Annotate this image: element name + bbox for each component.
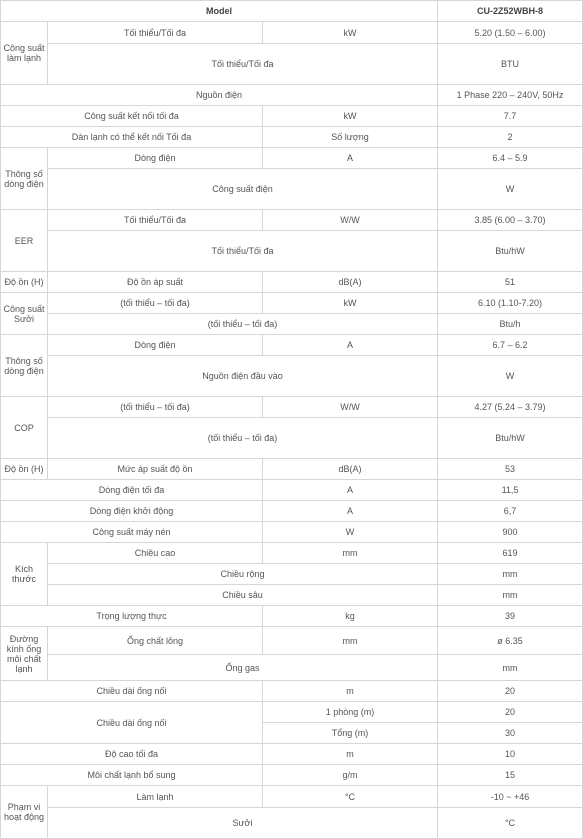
spec-value: -10 ~ +46 bbox=[438, 786, 583, 808]
spec-row bbox=[1, 335, 583, 356]
spec-unit: dB(A) bbox=[263, 272, 438, 293]
group-label: Phạm vi hoạt động bbox=[1, 786, 48, 839]
spec-row bbox=[1, 106, 583, 127]
spec-value: ø 6.35 bbox=[438, 627, 583, 655]
spec-label: Dàn lạnh có thể kết nối Tối đa bbox=[1, 127, 263, 148]
spec-unit: W bbox=[263, 522, 438, 543]
spec-unit: °C bbox=[438, 808, 583, 839]
spec-unit: Btu/hW bbox=[438, 231, 583, 272]
spec-item: Công suất điện bbox=[48, 169, 438, 210]
spec-label: Dòng điện tối đa bbox=[1, 480, 263, 501]
spec-unit: kW bbox=[263, 22, 438, 44]
spec-row bbox=[1, 606, 583, 627]
spec-unit: m bbox=[263, 744, 438, 765]
spec-item: (tối thiểu – tối đa) bbox=[48, 418, 438, 459]
group-label: Công suất Sưởi bbox=[1, 293, 48, 335]
spec-row bbox=[1, 44, 583, 85]
spec-row bbox=[1, 655, 583, 681]
model-label: Model bbox=[1, 1, 438, 22]
spec-value: 4.27 (5.24 – 3.79) bbox=[438, 397, 583, 418]
spec-item: Chiều sâu bbox=[48, 585, 438, 606]
group-label: Thông số dòng điện bbox=[1, 335, 48, 397]
header-row bbox=[1, 1, 583, 22]
spec-unit: A bbox=[263, 335, 438, 356]
spec-row bbox=[1, 459, 583, 480]
spec-unit: m bbox=[263, 681, 438, 702]
spec-item: Tối thiểu/Tối đa bbox=[48, 22, 263, 44]
spec-unit: mm bbox=[263, 627, 438, 655]
spec-label: Chiều dài ống nối bbox=[1, 681, 263, 702]
spec-row bbox=[1, 786, 583, 808]
spec-unit: mm bbox=[438, 585, 583, 606]
spec-row bbox=[1, 85, 583, 106]
spec-row bbox=[1, 293, 583, 314]
group-label: Kích thước bbox=[1, 543, 48, 606]
spec-unit: Số lượng bbox=[263, 127, 438, 148]
spec-unit: Tổng (m) bbox=[263, 723, 438, 744]
spec-row bbox=[1, 210, 583, 231]
spec-item: Nguồn điện đầu vào bbox=[48, 356, 438, 397]
spec-value: 6.10 (1.10-7.20) bbox=[438, 293, 583, 314]
spec-row bbox=[1, 314, 583, 335]
spec-unit: Btu/h bbox=[438, 314, 583, 335]
spec-item: Ống chất lỏng bbox=[48, 627, 263, 655]
spec-item: Tối thiểu/Tối đa bbox=[48, 44, 438, 85]
spec-value: 6,7 bbox=[438, 501, 583, 522]
group-label: Công suất làm lạnh bbox=[1, 22, 48, 85]
spec-row bbox=[1, 148, 583, 169]
spec-unit: kW bbox=[263, 293, 438, 314]
spec-unit: A bbox=[263, 501, 438, 522]
spec-value: 6.4 – 5.9 bbox=[438, 148, 583, 169]
spec-item: Chiều cao bbox=[48, 543, 263, 564]
spec-label: Công suất kết nối tối đa bbox=[1, 106, 263, 127]
spec-value: 39 bbox=[438, 606, 583, 627]
spec-item: Mức áp suất độ ồn bbox=[48, 459, 263, 480]
spec-value: 20 bbox=[438, 702, 583, 723]
spec-item: Tối thiểu/Tối đa bbox=[48, 231, 438, 272]
spec-value: 3.85 (6.00 – 3.70) bbox=[438, 210, 583, 231]
spec-value: 900 bbox=[438, 522, 583, 543]
spec-row bbox=[1, 231, 583, 272]
spec-row bbox=[1, 501, 583, 522]
group-label: Độ ồn (H) bbox=[1, 272, 48, 293]
spec-row bbox=[1, 543, 583, 564]
spec-value: 11,5 bbox=[438, 480, 583, 501]
spec-value: 10 bbox=[438, 744, 583, 765]
spec-value: 619 bbox=[438, 543, 583, 564]
group-label: Độ ồn (H) bbox=[1, 459, 48, 480]
spec-row bbox=[1, 169, 583, 210]
spec-unit: W/W bbox=[263, 397, 438, 418]
spec-unit: kg bbox=[263, 606, 438, 627]
spec-label: Dòng điện khởi động bbox=[1, 501, 263, 522]
spec-value: 2 bbox=[438, 127, 583, 148]
spec-unit: kW bbox=[263, 106, 438, 127]
spec-label: Trọng lượng thực bbox=[1, 606, 263, 627]
spec-label: Chiều dài ống nối bbox=[1, 702, 263, 744]
group-label: Thông số dòng điện bbox=[1, 148, 48, 210]
spec-unit: W bbox=[438, 169, 583, 210]
spec-row bbox=[1, 418, 583, 459]
spec-body bbox=[1, 22, 583, 839]
spec-item: Dòng điện bbox=[48, 335, 263, 356]
model-value: CU-2Z52WBH-8 bbox=[438, 1, 583, 22]
spec-label: Môi chất lạnh bổ sung bbox=[1, 765, 263, 786]
spec-row bbox=[1, 702, 583, 723]
spec-unit: BTU bbox=[438, 44, 583, 85]
spec-row bbox=[1, 272, 583, 293]
spec-row bbox=[1, 127, 583, 148]
spec-value: 30 bbox=[438, 723, 583, 744]
group-label: Đường kính ống môi chất lạnh bbox=[1, 627, 48, 681]
spec-row bbox=[1, 564, 583, 585]
spec-row bbox=[1, 480, 583, 501]
spec-value: 6.7 – 6.2 bbox=[438, 335, 583, 356]
spec-value: 5.20 (1.50 – 6.00) bbox=[438, 22, 583, 44]
spec-item: (tối thiểu – tối đa) bbox=[48, 293, 263, 314]
spec-value: 15 bbox=[438, 765, 583, 786]
spec-value: 53 bbox=[438, 459, 583, 480]
spec-row bbox=[1, 808, 583, 839]
spec-row bbox=[1, 765, 583, 786]
spec-unit: dB(A) bbox=[263, 459, 438, 480]
spec-unit: A bbox=[263, 148, 438, 169]
spec-row bbox=[1, 522, 583, 543]
spec-label: Công suất máy nén bbox=[1, 522, 263, 543]
spec-label: Độ cao tối đa bbox=[1, 744, 263, 765]
spec-unit: g/m bbox=[263, 765, 438, 786]
spec-item: Dòng điện bbox=[48, 148, 263, 169]
spec-row bbox=[1, 22, 583, 44]
spec-item: Chiều rộng bbox=[48, 564, 438, 585]
spec-item: (tối thiểu – tối đa) bbox=[48, 397, 263, 418]
spec-unit: mm bbox=[438, 564, 583, 585]
spec-value: 1 Phase 220 – 240V, 50Hz bbox=[438, 85, 583, 106]
spec-unit: A bbox=[263, 480, 438, 501]
table-header bbox=[1, 1, 583, 22]
spec-unit: 1 phòng (m) bbox=[263, 702, 438, 723]
spec-item: Tối thiểu/Tối đa bbox=[48, 210, 263, 231]
spec-item: Làm lạnh bbox=[48, 786, 263, 808]
spec-row bbox=[1, 585, 583, 606]
spec-item: Độ ồn áp suất bbox=[48, 272, 263, 293]
spec-unit: °C bbox=[263, 786, 438, 808]
spec-unit: W/W bbox=[263, 210, 438, 231]
spec-row bbox=[1, 744, 583, 765]
spec-item: Ống gas bbox=[48, 655, 438, 681]
spec-row bbox=[1, 356, 583, 397]
group-label: COP bbox=[1, 397, 48, 459]
spec-unit: Btu/hW bbox=[438, 418, 583, 459]
spec-value: 7.7 bbox=[438, 106, 583, 127]
group-label: EER bbox=[1, 210, 48, 272]
spec-item: Sưởi bbox=[48, 808, 438, 839]
spec-item: (tối thiểu – tối đa) bbox=[48, 314, 438, 335]
spec-row bbox=[1, 681, 583, 702]
spec-unit: mm bbox=[438, 655, 583, 681]
spec-label: Nguồn điện bbox=[1, 85, 438, 106]
spec-unit: mm bbox=[263, 543, 438, 564]
spec-unit: W bbox=[438, 356, 583, 397]
spec-row bbox=[1, 627, 583, 655]
spec-row bbox=[1, 397, 583, 418]
spec-value: 20 bbox=[438, 681, 583, 702]
spec-value: 51 bbox=[438, 272, 583, 293]
